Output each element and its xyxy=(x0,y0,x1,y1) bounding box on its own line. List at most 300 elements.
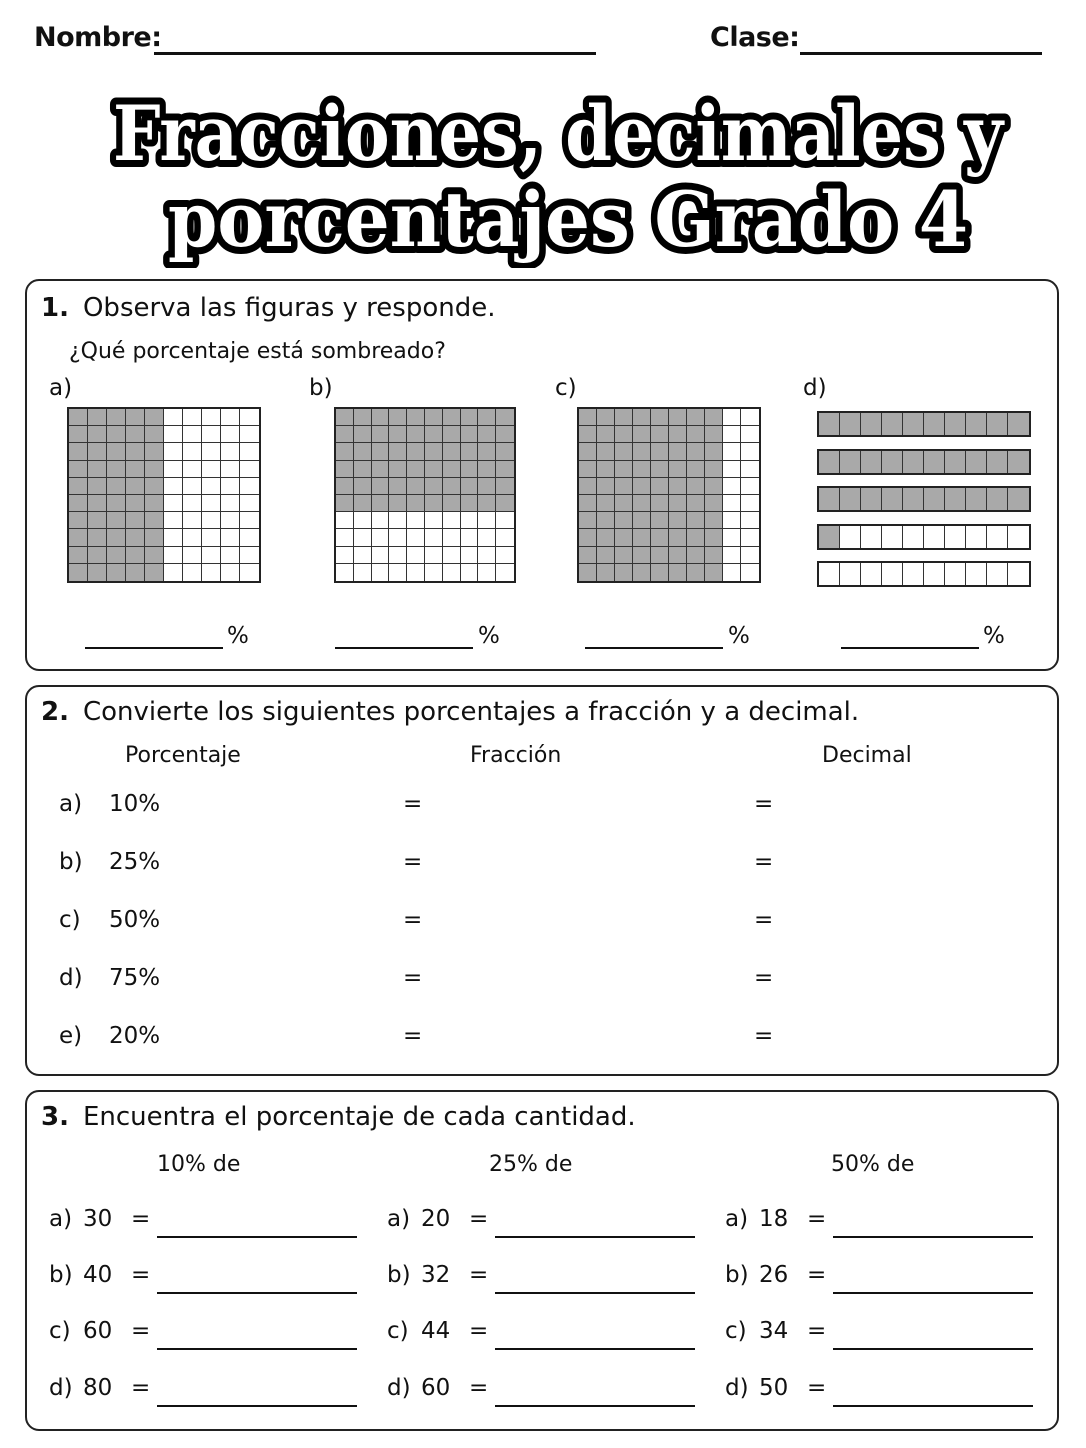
name-field[interactable] xyxy=(154,52,596,55)
q2-number: 2. xyxy=(41,697,69,727)
grid-cell xyxy=(164,529,183,546)
grid-cell xyxy=(107,443,126,460)
grid-cell xyxy=(240,443,259,460)
grid-cell xyxy=(615,564,633,581)
grid-cell xyxy=(202,461,221,478)
strip-cell xyxy=(924,413,945,435)
strip-cell xyxy=(882,451,903,473)
grid-cell xyxy=(615,409,633,426)
grid-cell xyxy=(126,443,145,460)
fraction-equals: = xyxy=(403,1023,423,1049)
q3-item-value: 60 xyxy=(421,1375,451,1401)
grid-cell xyxy=(389,547,407,564)
grid-cell xyxy=(145,512,164,529)
grid-cell xyxy=(669,478,687,495)
grid-cell xyxy=(597,426,615,443)
header-fraccion: Fracción xyxy=(470,743,562,768)
grid-cell xyxy=(443,478,461,495)
decimal-equals: = xyxy=(754,907,774,933)
grid-cell xyxy=(240,478,259,495)
grid-cell xyxy=(389,461,407,478)
grid-cell xyxy=(651,409,669,426)
grid-cell xyxy=(705,512,723,529)
grid-cell xyxy=(443,495,461,512)
strip-cell xyxy=(861,526,882,548)
q3-item-label: d) xyxy=(49,1375,73,1401)
answer-c-percent: % xyxy=(728,623,750,649)
grid-cell xyxy=(389,478,407,495)
grid-cell xyxy=(579,426,597,443)
fraction-equals: = xyxy=(403,965,423,991)
strip-cell xyxy=(840,563,861,585)
q3-answer-blank[interactable] xyxy=(157,1236,357,1238)
grid-cell xyxy=(145,478,164,495)
grid-cell xyxy=(221,426,240,443)
q3-item-value: 60 xyxy=(83,1318,113,1344)
q3-item-equals: = xyxy=(807,1206,827,1232)
q3-answer-blank[interactable] xyxy=(833,1236,1033,1238)
strip-cell xyxy=(819,413,840,435)
q3-item-equals: = xyxy=(469,1318,489,1344)
grid-cell xyxy=(221,512,240,529)
grid-cell xyxy=(478,443,496,460)
grid-cell xyxy=(126,512,145,529)
grid-cell xyxy=(443,547,461,564)
answer-b-blank[interactable] xyxy=(335,647,473,649)
decimal-equals: = xyxy=(754,965,774,991)
q3-item-equals: = xyxy=(807,1262,827,1288)
name-label: Nombre: xyxy=(34,22,162,53)
grid-cell xyxy=(389,564,407,581)
q3-answer-blank[interactable] xyxy=(157,1292,357,1294)
fig-c-label: c) xyxy=(555,375,577,401)
grid-cell xyxy=(597,461,615,478)
strip-cell xyxy=(966,413,987,435)
grid-cell xyxy=(88,409,107,426)
grid-cell xyxy=(579,495,597,512)
grid-cell xyxy=(705,443,723,460)
grid-cell xyxy=(389,512,407,529)
grid-cell xyxy=(461,409,479,426)
grid-cell xyxy=(496,426,514,443)
strip-cell xyxy=(819,451,840,473)
grid-cell xyxy=(88,478,107,495)
grid-cell xyxy=(183,426,202,443)
grid-cell xyxy=(478,564,496,581)
grid-cell xyxy=(336,478,354,495)
answer-b-percent: % xyxy=(478,623,500,649)
q3-item-label: a) xyxy=(725,1206,749,1232)
grid-cell xyxy=(496,409,514,426)
grid-cell xyxy=(336,512,354,529)
grid-cell xyxy=(354,461,372,478)
grid-cell xyxy=(615,547,633,564)
grid-cell xyxy=(88,461,107,478)
grid-cell xyxy=(164,478,183,495)
grid-cell xyxy=(336,495,354,512)
grid-cell xyxy=(496,443,514,460)
grid-cell xyxy=(425,495,443,512)
fraction-equals: = xyxy=(403,907,423,933)
grid-cell xyxy=(69,529,88,546)
grid-cell xyxy=(496,495,514,512)
q3-item-label: b) xyxy=(387,1262,411,1288)
grid-cell xyxy=(615,478,633,495)
grid-cell xyxy=(579,547,597,564)
grid-cell xyxy=(372,547,390,564)
grid-cell xyxy=(202,547,221,564)
q3-item-value: 26 xyxy=(759,1262,789,1288)
grid-cell xyxy=(407,426,425,443)
grid-cell xyxy=(69,512,88,529)
grid-cell xyxy=(221,443,240,460)
grid-cell xyxy=(651,495,669,512)
q3-item-label: b) xyxy=(725,1262,749,1288)
q3-answer-blank[interactable] xyxy=(833,1405,1033,1407)
grid-cell xyxy=(651,564,669,581)
q3-item-value: 40 xyxy=(83,1262,113,1288)
strip-cell xyxy=(819,488,840,510)
grid-cell xyxy=(145,409,164,426)
strip-cell xyxy=(966,563,987,585)
strip-cell xyxy=(819,563,840,585)
q3-item-value: 30 xyxy=(83,1206,113,1232)
grid-cell xyxy=(615,426,633,443)
grid-cell xyxy=(478,512,496,529)
grid-cell xyxy=(723,547,741,564)
grid-cell xyxy=(354,512,372,529)
grid-cell xyxy=(461,443,479,460)
header-porcentaje: Porcentaje xyxy=(125,743,241,768)
grid-cell xyxy=(579,564,597,581)
q3-item-value: 20 xyxy=(421,1206,451,1232)
q3-item-equals: = xyxy=(469,1262,489,1288)
strip-cell xyxy=(945,451,966,473)
grid-cell xyxy=(107,547,126,564)
answer-a-blank[interactable] xyxy=(85,647,223,649)
strip-cell xyxy=(1008,413,1029,435)
strip-cell xyxy=(987,451,1008,473)
grid-cell xyxy=(633,461,651,478)
grid-cell xyxy=(669,547,687,564)
grid-cell xyxy=(354,564,372,581)
strip-cell xyxy=(861,563,882,585)
fig-a-label: a) xyxy=(49,375,73,401)
grid-cell xyxy=(633,529,651,546)
grid-cell xyxy=(372,409,390,426)
q3-item-label: c) xyxy=(725,1318,747,1344)
grid-cell xyxy=(336,461,354,478)
strip-cell xyxy=(903,563,924,585)
q3-item-label: a) xyxy=(49,1206,73,1232)
grid-cell xyxy=(461,529,479,546)
grid-cell xyxy=(389,495,407,512)
q3-item-value: 44 xyxy=(421,1318,451,1344)
grid-cell xyxy=(354,443,372,460)
strip xyxy=(817,524,1031,550)
grid-cell xyxy=(425,547,443,564)
grid-cell xyxy=(443,409,461,426)
grid-cell xyxy=(478,409,496,426)
q3-item-equals: = xyxy=(131,1206,151,1232)
grid-cell xyxy=(221,564,240,581)
strip-cell xyxy=(966,488,987,510)
grid-cell xyxy=(145,547,164,564)
grid-cell xyxy=(107,512,126,529)
strip-cell xyxy=(945,526,966,548)
q3-answer-blank[interactable] xyxy=(495,1405,695,1407)
q3-item-label: b) xyxy=(49,1262,73,1288)
grid-cell xyxy=(687,409,705,426)
decimal-equals: = xyxy=(754,849,774,875)
grid-cell xyxy=(443,426,461,443)
grid-cell xyxy=(88,529,107,546)
q3-answer-blank[interactable] xyxy=(495,1236,695,1238)
grid-cell xyxy=(183,512,202,529)
grid-cell xyxy=(425,529,443,546)
grid-cell xyxy=(443,461,461,478)
strip-cell xyxy=(861,451,882,473)
q3-instruction: Encuentra el porcentaje de cada cantidad. xyxy=(82,1102,636,1132)
q3-answer-blank[interactable] xyxy=(157,1405,357,1407)
grid-cell xyxy=(741,461,759,478)
strip-cell xyxy=(903,451,924,473)
grid-cell xyxy=(372,564,390,581)
grid-cell xyxy=(443,529,461,546)
grid-cell xyxy=(615,443,633,460)
q1-heading xyxy=(41,293,495,323)
grid-cell xyxy=(461,564,479,581)
grid-cell xyxy=(579,512,597,529)
grid-cell xyxy=(633,512,651,529)
grid-cell xyxy=(669,529,687,546)
grid-cell xyxy=(443,443,461,460)
grid-cell xyxy=(145,495,164,512)
grid-cell xyxy=(202,426,221,443)
grid-cell xyxy=(669,426,687,443)
grid-cell xyxy=(164,426,183,443)
title-line-2: porcentajes Grado 4 xyxy=(168,175,968,264)
strip xyxy=(817,411,1031,437)
grid-cell xyxy=(615,529,633,546)
grid-cell xyxy=(88,443,107,460)
q2-row-label: e) xyxy=(59,1023,83,1049)
grid-cell xyxy=(164,409,183,426)
grid-cell xyxy=(107,478,126,495)
grid-cell xyxy=(425,443,443,460)
grid-cell xyxy=(496,461,514,478)
grid-cell xyxy=(615,512,633,529)
grid-cell xyxy=(597,512,615,529)
q3-answer-blank[interactable] xyxy=(833,1348,1033,1350)
grid-cell xyxy=(669,409,687,426)
grid-cell xyxy=(183,547,202,564)
q3-answer-blank[interactable] xyxy=(495,1292,695,1294)
answer-a-percent: % xyxy=(227,623,249,649)
section-2 xyxy=(25,685,1059,1076)
q3-answer-blank[interactable] xyxy=(495,1348,695,1350)
section-3 xyxy=(25,1090,1059,1431)
q2-heading xyxy=(41,697,859,727)
grid-cell xyxy=(633,426,651,443)
q2-row-value: 20% xyxy=(109,1023,161,1049)
grid-cell xyxy=(202,564,221,581)
grid-cell xyxy=(496,529,514,546)
grid-cell xyxy=(145,529,164,546)
strip-cell xyxy=(987,488,1008,510)
strip-cell xyxy=(861,488,882,510)
strip-cell xyxy=(882,488,903,510)
answer-c-blank[interactable] xyxy=(585,647,723,649)
q3-item-label: c) xyxy=(387,1318,409,1344)
grid-cell xyxy=(69,547,88,564)
grid-cell xyxy=(88,495,107,512)
q2-instruction: Convierte los siguientes porcentajes a fracción y a decimal. xyxy=(82,697,860,727)
strip-cell xyxy=(903,413,924,435)
grid-cell xyxy=(741,564,759,581)
q1-instruction: Observa las figuras y responde. xyxy=(82,293,496,323)
grid-cell xyxy=(202,409,221,426)
grid-cell xyxy=(126,547,145,564)
grid-cell xyxy=(221,495,240,512)
grid-cell xyxy=(597,564,615,581)
grid-cell xyxy=(723,564,741,581)
grid-cell xyxy=(372,495,390,512)
q3-item-value: 34 xyxy=(759,1318,789,1344)
grid-cell xyxy=(354,478,372,495)
grid-cell xyxy=(145,461,164,478)
grid-cell xyxy=(126,409,145,426)
grid-cell xyxy=(145,426,164,443)
grid-cell xyxy=(443,564,461,581)
grid-cell xyxy=(687,529,705,546)
grid-cell xyxy=(372,426,390,443)
grid-cell xyxy=(496,547,514,564)
q3-answer-blank[interactable] xyxy=(833,1292,1033,1294)
decimal-equals: = xyxy=(754,1023,774,1049)
grid-cell xyxy=(723,461,741,478)
grid-cell xyxy=(687,564,705,581)
grid-cell xyxy=(633,478,651,495)
grid-cell xyxy=(240,529,259,546)
grid-cell xyxy=(389,529,407,546)
grid-cell xyxy=(425,512,443,529)
grid-cell xyxy=(579,461,597,478)
answer-d-percent: % xyxy=(983,623,1005,649)
grid-cell xyxy=(240,512,259,529)
grid-cell xyxy=(183,529,202,546)
grid-cell xyxy=(461,512,479,529)
strip-cell xyxy=(1008,526,1029,548)
grid-cell xyxy=(687,547,705,564)
grid-cell xyxy=(88,564,107,581)
strip xyxy=(817,561,1031,587)
grid-cell xyxy=(741,443,759,460)
grid-cell xyxy=(88,426,107,443)
grid-cell xyxy=(221,478,240,495)
strip-cell xyxy=(840,451,861,473)
grid-cell xyxy=(202,443,221,460)
grid-cell xyxy=(88,547,107,564)
grid-cell xyxy=(687,495,705,512)
grid-cell xyxy=(478,461,496,478)
grid-cell xyxy=(407,547,425,564)
grid-cell xyxy=(425,564,443,581)
grid-cell xyxy=(496,512,514,529)
grid-cell xyxy=(741,409,759,426)
grid-cell xyxy=(425,461,443,478)
class-field[interactable] xyxy=(800,52,1042,55)
q3-number: 3. xyxy=(41,1102,69,1132)
strip-cell xyxy=(840,413,861,435)
grid-cell xyxy=(407,478,425,495)
strip xyxy=(817,486,1031,512)
grid-cell xyxy=(651,512,669,529)
grid-cell xyxy=(741,529,759,546)
grid-cell xyxy=(107,564,126,581)
figure-c-grid xyxy=(577,407,761,583)
strip-cell xyxy=(861,413,882,435)
grid-cell xyxy=(579,478,597,495)
grid-cell xyxy=(336,409,354,426)
fig-b-label: b) xyxy=(309,375,333,401)
grid-cell xyxy=(705,461,723,478)
q3-col-1-header: 10% de xyxy=(157,1152,241,1177)
grid-cell xyxy=(633,443,651,460)
grid-cell xyxy=(336,547,354,564)
grid-cell xyxy=(723,495,741,512)
grid-cell xyxy=(126,426,145,443)
grid-cell xyxy=(354,495,372,512)
q3-item-value: 50 xyxy=(759,1375,789,1401)
grid-cell xyxy=(126,529,145,546)
grid-cell xyxy=(407,564,425,581)
grid-cell xyxy=(723,478,741,495)
grid-cell xyxy=(126,564,145,581)
answer-d-blank[interactable] xyxy=(841,647,979,649)
grid-cell xyxy=(478,478,496,495)
grid-cell xyxy=(687,443,705,460)
grid-cell xyxy=(615,461,633,478)
grid-cell xyxy=(496,564,514,581)
grid-cell xyxy=(183,409,202,426)
q2-row-label: d) xyxy=(59,965,83,991)
grid-cell xyxy=(69,426,88,443)
grid-cell xyxy=(425,426,443,443)
fraction-equals: = xyxy=(403,849,423,875)
q3-item-value: 80 xyxy=(83,1375,113,1401)
grid-cell xyxy=(69,409,88,426)
class-label: Clase: xyxy=(710,22,800,53)
grid-cell xyxy=(633,547,651,564)
q3-item-equals: = xyxy=(131,1262,151,1288)
grid-cell xyxy=(461,478,479,495)
grid-cell xyxy=(741,512,759,529)
strip xyxy=(817,449,1031,475)
strip-cell xyxy=(819,526,840,548)
grid-cell xyxy=(461,495,479,512)
grid-cell xyxy=(597,443,615,460)
q2-row-label: a) xyxy=(59,791,83,817)
strip-cell xyxy=(840,526,861,548)
grid-cell xyxy=(615,495,633,512)
grid-cell xyxy=(651,461,669,478)
q3-answer-blank[interactable] xyxy=(157,1348,357,1350)
grid-cell xyxy=(389,426,407,443)
q3-col-3-header: 50% de xyxy=(831,1152,915,1177)
strip-cell xyxy=(987,413,1008,435)
grid-cell xyxy=(69,564,88,581)
